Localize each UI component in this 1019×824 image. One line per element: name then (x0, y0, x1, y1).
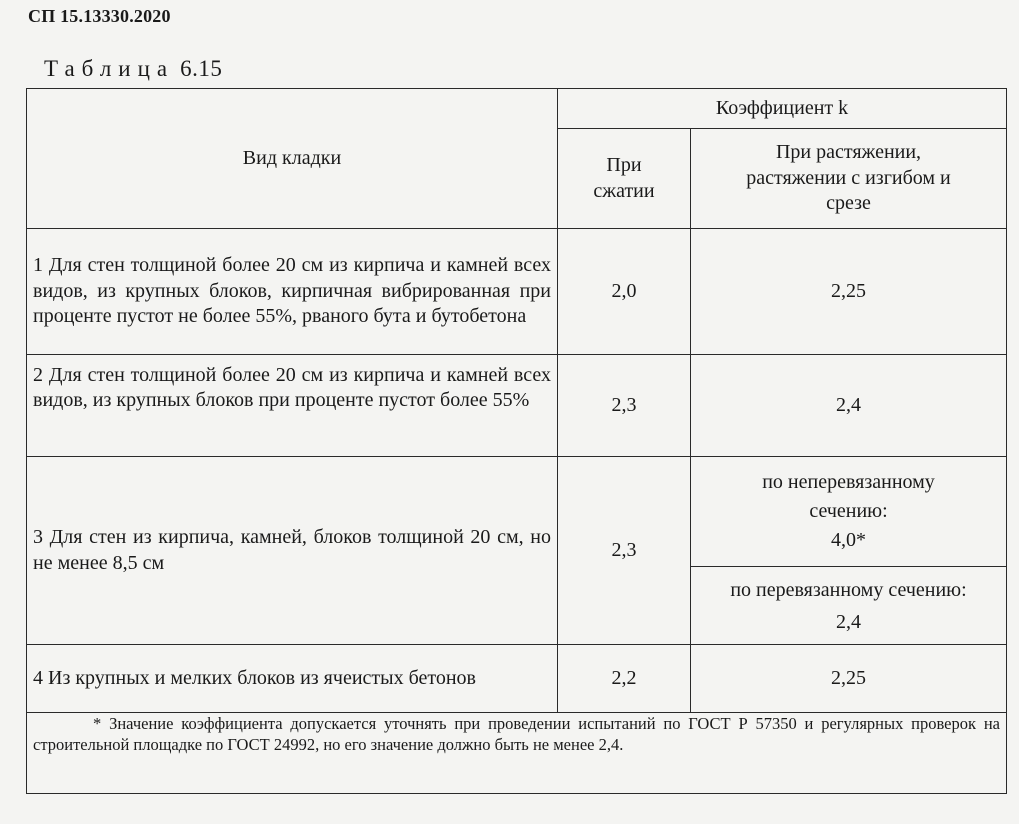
row-3-unbonded-label1: по неперевязанному (762, 471, 935, 493)
footnote-cell (27, 713, 1007, 794)
row-3-unbonded-value: 4,0* (831, 529, 866, 551)
row-3-unbonded-label2: сечению: (809, 500, 888, 522)
document-code: СП 15.13330.2020 (28, 6, 171, 26)
header-row-top (27, 89, 1007, 129)
row-3-tension-bonded (691, 567, 1007, 645)
coefficient-table (26, 88, 1007, 794)
table-title-number: 6.15 (180, 56, 223, 81)
header-tension (691, 129, 1007, 229)
row-4-type: 4 Из крупных и мелких блоков из ячеистых бетонов (27, 645, 558, 713)
footnote-text: * Значение коэффициента допускается уточнять при проведении испытаний по ГОСТ Р 57350 и регулярных проверок на строительной площадке по ГОСТ 24992, но его значение должно быть не менее 2,4. (33, 714, 1001, 755)
header-coefficient: Коэффициент k (558, 89, 1007, 129)
header-masonry-type: Вид кладки (27, 89, 558, 229)
row-3-tension-unbonded (691, 457, 1007, 567)
footnote-row (27, 713, 1007, 794)
row-1-type: 1 Для стен толщиной более 20 см из кирпича и камней всех видов, из крупных блоков, кирпичная вибрированная при проценте пустот не более 55%, рваного бута и бутобетона (27, 229, 558, 355)
row-3-bonded-label: по перевязанному сечению: (730, 578, 967, 601)
row-3-compression: 2,3 (558, 457, 691, 645)
row-3-bonded-value: 2,4 (836, 610, 861, 633)
header-compression (558, 129, 691, 229)
table-row (27, 355, 1007, 457)
table-title-word: Таблица (44, 56, 175, 81)
row-4-tension: 2,25 (691, 645, 1007, 713)
row-2-compression: 2,3 (558, 355, 691, 457)
header-tension-line2: растяжении с изгибом и (746, 166, 951, 189)
header-compression-line1: При (606, 154, 642, 177)
row-2-type: 2 Для стен толщиной более 20 см из кирпича и камней всех видов, из крупных блоков при проценте пустот более 55% (27, 355, 558, 457)
row-2-tension: 2,4 (691, 355, 1007, 457)
row-3-type: 3 Для стен из кирпича, камней, блоков толщиной 20 см, но не менее 8,5 см (27, 457, 558, 645)
row-1-tension: 2,25 (691, 229, 1007, 355)
row-4-compression: 2,2 (558, 645, 691, 713)
table-row (27, 645, 1007, 713)
table-row (27, 229, 1007, 355)
table-row (27, 457, 1007, 567)
row-1-compression: 2,0 (558, 229, 691, 355)
table-title (44, 56, 222, 82)
header-compression-line2: сжатии (593, 179, 655, 202)
header-tension-line3: срезе (826, 192, 871, 215)
header-tension-line1: При растяжении, (775, 141, 922, 164)
